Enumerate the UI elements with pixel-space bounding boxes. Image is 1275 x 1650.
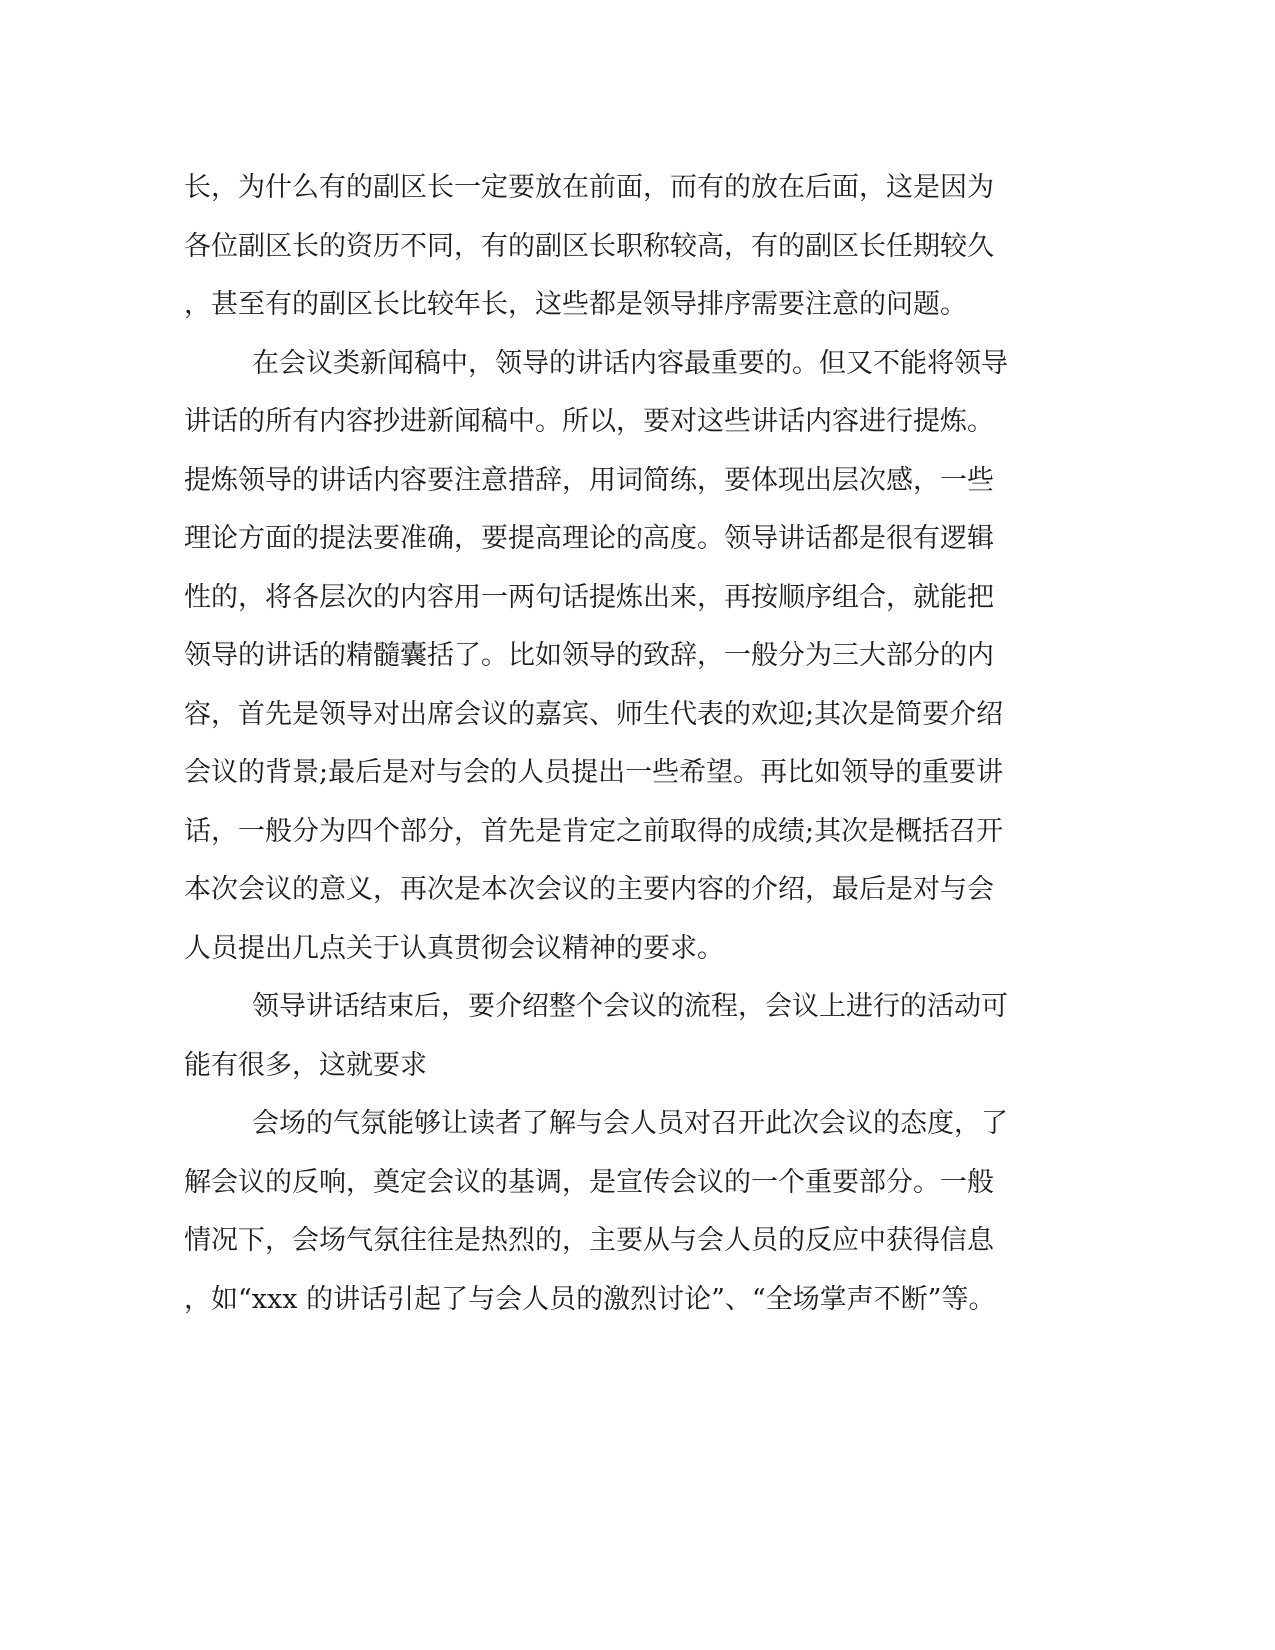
paragraph-first-line: 会场的气氛能够让读者了解与会人员对召开此次会议的态度，了	[252, 1108, 1008, 1139]
text-line: ，如“xxx 的讲话引起了与会人员的激烈讨论”、“全场掌声不断”等。	[184, 1283, 996, 1315]
text-line: 长，为什么有的副区长一定要放在前面，而有的放在后面，这是因为	[184, 172, 994, 203]
text-line: 解会议的反响，奠定会议的基调，是宣传会议的一个重要部分。一般	[184, 1166, 994, 1198]
paragraph-first-line: 在会议类新闻稿中，领导的讲话内容最重要的。但又不能将领导	[252, 347, 1008, 379]
text-line: 领导的讲话的精髓囊括了。比如领导的致辞，一般分为三大部分的内	[184, 640, 994, 671]
text-line: ，甚至有的副区长比较年长，这些都是领导排序需要注意的问题。	[184, 289, 967, 320]
text-line: 人员提出几点关于认真贯彻会议精神的要求。	[184, 932, 724, 964]
text-line: 话，一般分为四个部分，首先是肯定之前取得的成绩;其次是概括召开	[184, 815, 1004, 847]
paragraph-first-line: 领导讲话结束后，要介绍整个会议的流程，会议上进行的活动可	[252, 991, 1008, 1022]
text-line: 性的，将各层次的内容用一两句话提炼出来，再按顺序组合，就能把	[184, 581, 994, 613]
text-line: 情况下，会场气氛往往是热烈的，主要从与会人员的反应中获得信息	[184, 1225, 994, 1256]
text-line: 讲话的所有内容抄进新闻稿中。所以，要对这些讲话内容进行提炼。	[184, 406, 994, 437]
text-line: 会议的背景;最后是对与会的人员提出一些希望。再比如领导的重要讲	[184, 757, 1004, 788]
text-line: 提炼领导的讲话内容要注意措辞，用词简练，要体现出层次感，一些	[184, 464, 994, 496]
body-text	[184, 159, 1044, 1329]
text-line: 容，首先是领导对出席会议的嘉宾、师生代表的欢迎;其次是简要介绍	[184, 698, 1004, 730]
text-line: 理论方面的提法要准确，要提高理论的高度。领导讲话都是很有逻辑	[184, 523, 994, 554]
text-line: 本次会议的意义，再次是本次会议的主要内容的介绍，最后是对与会	[184, 874, 994, 905]
text-line: 能有很多，这就要求	[184, 1049, 427, 1081]
text-line: 各位副区长的资历不同，有的副区长职称较高，有的副区长任期较久	[184, 230, 994, 262]
